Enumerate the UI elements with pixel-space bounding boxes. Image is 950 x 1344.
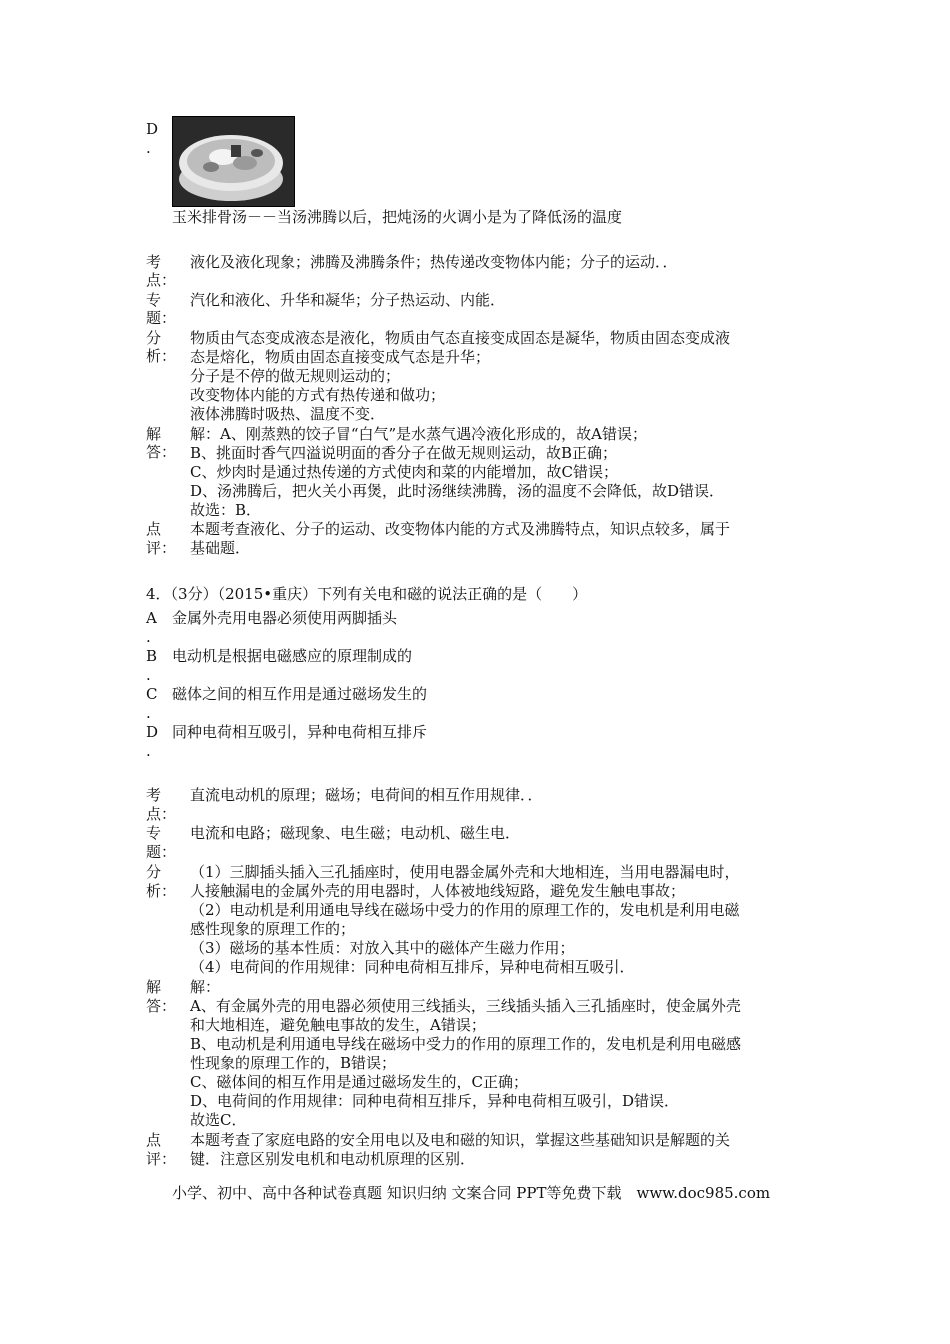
jieda-line: 故选C．	[190, 1111, 247, 1129]
option-c-dot: .	[146, 704, 151, 722]
kaodian-text: 直流电动机的原理；磁场；电荷间的相互作用规律．．	[190, 786, 543, 804]
option-d-text: 玉米排骨汤－－当汤沸腾以后，把炖汤的火调小是为了降低汤的温度	[172, 208, 623, 226]
fenxi-line: 态是熔化，物质由固态直接变成气态是升华；	[190, 348, 491, 366]
dianping-label-1: 点	[146, 1131, 162, 1149]
option-b-text: 电动机是根据电磁感应的原理制成的	[172, 647, 413, 665]
fenxi-label-2: 析：	[146, 882, 177, 900]
jieda-line: A、有金属外壳的用电器必须使用三线插头，三线插头插入三孔插座时，使金属外壳	[190, 997, 741, 1015]
zhuanti-text: 汽化和液化、升华和凝华；分子热运动、内能．	[190, 291, 506, 309]
option-d2-text: 同种电荷相互吸引，异种电荷相互排斥	[172, 723, 428, 741]
option-b-dot: .	[146, 666, 151, 684]
zhuanti-text: 电流和电路；磁现象、电生磁；电动机、磁生电．	[190, 824, 521, 842]
jieda-label-1: 解	[146, 425, 162, 443]
fenxi-line: （1）三脚插头插入三孔插座时，使用电器金属外壳和大地相连，当用电器漏电时，	[190, 863, 740, 881]
fenxi-line: （2）电动机是利用通电导线在磁场中受力的作用的原理工作的，发电机是利用电磁	[190, 901, 740, 919]
fenxi-line: 分子是不停的做无规则运动的；	[190, 367, 401, 385]
fenxi-line: 液体沸腾时吸热、温度不变．	[190, 405, 386, 423]
option-d2-letter: D	[146, 723, 159, 741]
kaodian-text: 液化及液化现象；沸腾及沸腾条件；热传递改变物体内能；分子的运动．．	[190, 253, 678, 271]
zhuanti-label-2: 题：	[146, 843, 177, 861]
jieda-line: B、电动机是利用通电导线在磁场中受力的作用的原理工作的，发电机是利用电磁感	[190, 1035, 742, 1053]
kaodian-label-2: 点：	[146, 805, 177, 823]
fenxi-line: 感性现象的原理工作的；	[190, 920, 356, 938]
option-d2-dot: .	[146, 742, 151, 760]
fenxi-line: 物质由气态变成液态是液化，物质由气态直接变成固态是凝华，物质由固态变成液	[190, 329, 731, 347]
option-c-letter: C	[146, 685, 158, 703]
soup-photo	[172, 116, 295, 207]
option-d-letter: D	[146, 120, 159, 138]
fenxi-label-1: 分	[146, 329, 162, 347]
jieda-line: 性现象的原理工作的，B错误；	[190, 1054, 397, 1072]
dianping-line: 基础题．	[190, 539, 251, 557]
fenxi-label-2: 析：	[146, 347, 177, 365]
dianping-label-2: 评：	[146, 1150, 177, 1168]
option-d-dot: .	[146, 139, 151, 157]
jieda-label-1: 解	[146, 978, 162, 996]
jieda-line: C、炒肉时是通过热传递的方式使肉和菜的内能增加，故C错误；	[190, 463, 618, 481]
option-a-text: 金属外壳用电器必须使用两脚插头	[172, 609, 398, 627]
jieda-line: C、磁体间的相互作用是通过磁场发生的，C正确；	[190, 1073, 528, 1091]
jieda-line: B、挑面时香气四溢说明面的香分子在做无规则运动，故B正确；	[190, 444, 618, 462]
jieda-line: D、电荷间的作用规律：同种电荷相互排斥，异种电荷相互吸引，D错误．	[190, 1092, 680, 1110]
jieda-label-2: 答：	[146, 443, 177, 461]
dianping-line: 键．注意区别发电机和电动机原理的区别．	[190, 1150, 476, 1168]
fenxi-line: （3）磁场的基本性质：对放入其中的磁体产生磁力作用；	[190, 939, 575, 957]
option-a-dot: .	[146, 628, 151, 646]
jieda-line: 解：	[190, 978, 221, 996]
zhuanti-label-2: 题：	[146, 309, 177, 327]
jieda-line: 和大地相连，避免触电事故的发生，A错误；	[190, 1016, 486, 1034]
jieda-line: 解：A、刚蒸熟的饺子冒“白气”是水蒸气遇冷液化形成的，故A错误；	[190, 425, 648, 443]
dianping-label-1: 点	[146, 520, 162, 538]
fenxi-label-1: 分	[146, 863, 162, 881]
fenxi-line: 改变物体内能的方式有热传递和做功；	[190, 386, 446, 404]
dianping-line: 本题考查了家庭电路的安全用电以及电和磁的知识，掌握这些基础知识是解题的关	[190, 1131, 731, 1149]
fenxi-line: （4）电荷间的作用规律：同种电荷相互排斥，异种电荷相互吸引．	[190, 958, 635, 976]
kaodian-label-1: 考	[146, 786, 162, 804]
question-4-title: 4．（3分）（2015•重庆）下列有关电和磁的说法正确的是（ ）	[146, 585, 588, 603]
option-c-text: 磁体之间的相互作用是通过磁场发生的	[172, 685, 428, 703]
option-b-letter: B	[146, 647, 158, 665]
dianping-line: 本题考查液化、分子的运动、改变物体内能的方式及沸腾特点，知识点较多，属于	[190, 520, 731, 538]
zhuanti-label-1: 专	[146, 824, 162, 842]
page-footer: 小学、初中、高中各种试卷真题 知识归纳 文案合同 PPT等免费下载 www.doc985.com	[172, 1184, 771, 1202]
zhuanti-label-1: 专	[146, 291, 162, 309]
option-a-letter: A	[146, 609, 157, 627]
jieda-line: 故选：B．	[190, 501, 262, 519]
fenxi-line: 人接触漏电的金属外壳的用电器时，人体被地线短路，避免发生触电事故；	[190, 882, 686, 900]
dianping-label-2: 评：	[146, 539, 177, 557]
kaodian-label-1: 考	[146, 253, 162, 271]
kaodian-label-2: 点：	[146, 271, 177, 289]
jieda-label-2: 答：	[146, 997, 177, 1015]
jieda-line: D、汤沸腾后，把火关小再煲，此时汤继续沸腾，汤的温度不会降低，故D错误．	[190, 482, 725, 500]
